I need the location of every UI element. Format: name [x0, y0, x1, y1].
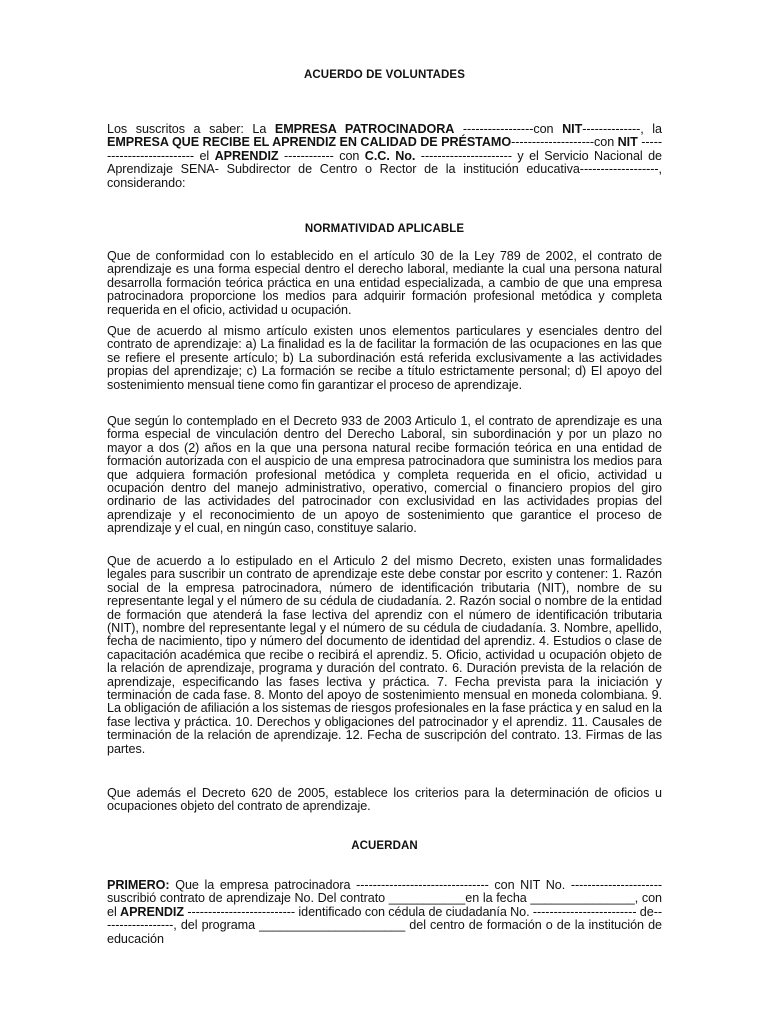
primero-text-1: Que la empresa patrocinadora -------------------------------- con NIT No. ---------------------- suscribió contrato de aprendizaje No. Del contrato ___________en la fecha _______________, con el — [107, 878, 662, 919]
intro-text-7: ---------------------- y el Servicio Nacional de Aprendizaje SENA- Subdirector de Centro o Rector de la institución educativa-------------------, considerando: — [107, 148, 662, 190]
nit-label-2: NIT — [617, 135, 638, 150]
paragraph-decreto-620: Que además el Decreto 620 de 2005, establece los criterios para la determinación de oficios u ocupaciones objeto del contrato de aprendizaje. — [107, 786, 662, 814]
intro-text-4: --------------------con — [511, 135, 618, 150]
document-title: ACUERDO DE VOLUNTADES — [304, 69, 465, 81]
empresa-patrocinadora-label: EMPRESA PATROCINADORA — [274, 122, 455, 136]
section-acuerdan-heading: ACUERDAN — [351, 840, 418, 852]
paragraph-decreto-933: Que según lo contemplado en el Decreto 933 de 2003 Articulo 1, el contrato de aprendizaje es una forma especial de vinculación dentro del Derecho Laboral, sin subordinación y por un plazo no mayor a dos (2) años en la que una persona natural recibe formación teórica en una entidad de formación autorizada con el auspicio de una empresa patrocinadora que suministra los medios para que adquiera formación profesional metódica y completa requerida en el oficio, actividad u ocupación dentro del manejo administrativo, operativo, comercial o financiero propios del giro ordinario de las actividades del patrocinador con exclusividad en las actividades propias del aprendizaje y el reconocimiento de un apoyo de sostenimiento que garantice el proceso de aprendizaje y el cual, en ningún caso, constituye salario. — [107, 414, 662, 536]
intro-text-5: -------------------------- el — [107, 135, 662, 163]
intro-text-1: Los suscritos a saber: La — [107, 122, 275, 136]
empresa-prestamo-label: EMPRESA QUE RECIBE EL APRENDIZ EN CALIDAD DE PRÉSTAMO — [107, 135, 512, 150]
paragraph-formalidades: Que de acuerdo a lo estipulado en el Articulo 2 del mismo Decreto, existen unas formalidades legales para suscribir un contrato de aprendizaje este debe constar por escrito y contener: 1. Razón social de la empresa patrocinadora, número de identificación tributaria (NIT), nombre de su representante legal y el número de su cédula de ciudadanía. 2. Razón social o nombre de la entidad de formación que atenderá la fase lectiva del aprendiz con el número de identificación tributaria (NIT), nombre del representante legal y el número de su cédula de ciudadanía. 3. Nombre, apellido, fecha de nacimiento, tipo y número del documento de identidad del aprendiz. 4. Estudios o clase de capacitación académica que recibe o recibirá el aprendiz. 5. Oficio, actividad u ocupación objeto de la relación de aprendizaje, programa y duración del contrato. 6. Duración prevista de la relación de aprendizaje, especificando las fases lectiva y práctica. 7. Fecha prevista para la iniciación y terminación de cada fase. 8. Monto del apoyo de sostenimiento mensual en moneda colombiana. 9. La obligación de afiliación a los sistemas de riesgos profesionales en la fase práctica y en salud en la fase lectiva y práctica. 10. Derechos y obligaciones del patrocinador y el aprendiz. 11. Causales de terminación de la relación de aprendizaje. 12. Fecha de suscripción del contrato. 13. Firmas de las partes. — [107, 554, 662, 756]
section-normatividad-heading: NORMATIVIDAD APLICABLE — [304, 223, 465, 235]
cc-label: C.C. No. — [364, 148, 416, 163]
intro-text-3: --------------, la — [582, 122, 662, 136]
primero-clause — [107, 879, 662, 946]
intro-paragraph — [107, 123, 662, 190]
primero-text-2: -------------------------- identificado con cédula de ciudadanía No. ------------------------- de------------------, del programa _____________________ del centro de formación o de la institución de educación — [107, 904, 662, 946]
primero-label: PRIMERO: — [107, 878, 170, 892]
intro-text-6: ------------ con — [278, 148, 365, 163]
paragraph-elementos: Que de acuerdo al mismo artículo existen unos elementos particulares y esenciales dentro del contrato de aprendizaje: a) La finalidad es la de facilitar la formación de las ocupaciones en las que se refiere el presente artículo; b) La subordinación está referida exclusivamente a las actividades propias del aprendizaje; c) La formación se recibe a título estrictamente personal; d) El apoyo del sostenimiento mensual tiene como fin garantizar el proceso de aprendizaje. — [107, 324, 662, 392]
intro-text-2: -----------------con — [454, 122, 563, 136]
paragraph-ley-789: Que de conformidad con lo establecido en el artículo 30 de la Ley 789 de 2002, el contrato de aprendizaje es una forma especial dentro el derecho laboral, mediante la cual una persona natural desarrolla formación teórica práctica en una entidad especializada, a cambio de que una empresa patrocinadora proporcione los medios para adquirir formación profesional metódica y completa requerida en el oficio, actividad u ocupación. — [107, 249, 662, 317]
nit-label: NIT — [562, 122, 583, 136]
aprendiz-label: APRENDIZ — [214, 148, 279, 163]
primero-aprendiz-label: APRENDIZ — [120, 904, 185, 919]
